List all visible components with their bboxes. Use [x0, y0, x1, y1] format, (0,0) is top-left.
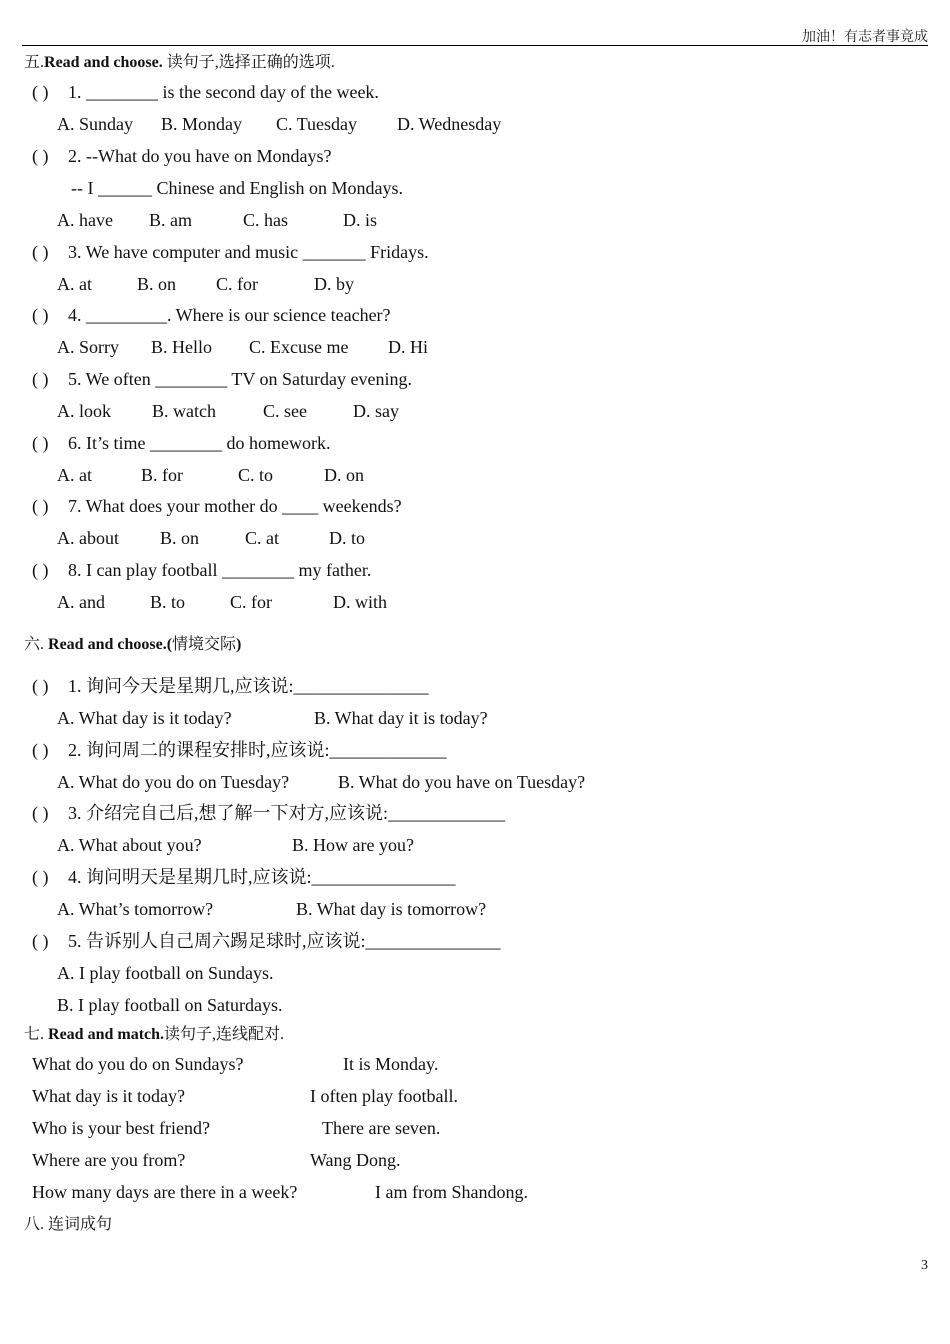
option-a: A. Sunday — [57, 114, 133, 134]
s5-q2 — [32, 145, 331, 167]
answer-paren[interactable]: ( ) — [32, 931, 49, 951]
answer-paren[interactable]: ( ) — [32, 433, 49, 453]
match-right-4[interactable]: Wang Dong. — [310, 1150, 401, 1170]
match-right-5[interactable]: I am from Shandong. — [375, 1182, 528, 1202]
section8-title — [24, 1214, 112, 1236]
section8-prefix: 八. — [24, 1216, 45, 1233]
section7-prefix: 七. — [24, 1026, 45, 1043]
section5-title-cn: 读句子,选择正确的选项. — [162, 54, 335, 71]
section5-prefix: 五. — [24, 54, 45, 71]
question-text: 7. What does your mother do ____ weekends? — [68, 496, 402, 516]
option-c: C. at — [245, 528, 279, 548]
option-d: D. on — [324, 465, 364, 485]
question-text: 5. 告诉别人自己周六踢足球时,应该说:_______________ — [68, 931, 501, 951]
option-b: B. on — [160, 528, 200, 548]
option-a: A. have — [57, 210, 113, 230]
option-d: D. say — [353, 401, 399, 421]
question-text: 3. 介绍完自己后,想了解一下对方,应该说:_____________ — [68, 803, 505, 823]
section7-title-cn: 读句子,连线配对. — [164, 1026, 285, 1043]
answer-paren[interactable]: ( ) — [32, 740, 49, 760]
option-a: A. at — [57, 274, 92, 294]
match-left-5[interactable]: How many days are there in a week? — [32, 1182, 298, 1202]
section6-title — [24, 634, 241, 656]
s6-q2 — [32, 739, 447, 761]
section7-title — [24, 1024, 284, 1046]
s6-q5-option-b: B. I play football on Saturdays. — [57, 995, 283, 1015]
option-c: C. to — [238, 465, 274, 485]
s6-q3 — [32, 802, 505, 824]
option-a: A. about — [57, 528, 119, 548]
option-c: C. for — [230, 592, 272, 612]
match-right-2[interactable]: I often play football. — [310, 1086, 458, 1106]
s5-q7 — [32, 495, 402, 517]
option-b: B. to — [150, 592, 186, 612]
option-c: C. for — [216, 274, 258, 294]
option-a: A. What day is it today? — [57, 708, 232, 728]
option-b: B. What day is tomorrow? — [296, 899, 487, 919]
s5-q8 — [32, 559, 371, 581]
page-number: 3 — [921, 1258, 928, 1273]
option-b: B. Monday — [161, 114, 242, 134]
answer-paren[interactable]: ( ) — [32, 676, 49, 696]
option-a: A. at — [57, 465, 92, 485]
match-left-3[interactable]: Who is your best friend? — [32, 1118, 210, 1138]
question-text: 1. 询问今天是星期几,应该说:_______________ — [68, 676, 429, 696]
answer-paren[interactable]: ( ) — [32, 305, 49, 325]
option-b: B. on — [137, 274, 177, 294]
section6-title-end: ) — [236, 636, 242, 653]
answer-paren[interactable]: ( ) — [32, 803, 49, 823]
s6-q5 — [32, 930, 501, 952]
question-text: 1. ________ is the second day of the week. — [68, 82, 379, 102]
option-c: C. has — [243, 210, 288, 230]
option-a: A. and — [57, 592, 105, 612]
answer-paren[interactable]: ( ) — [32, 242, 49, 262]
option-c: C. see — [263, 401, 307, 421]
section6-prefix: 六. — [24, 636, 45, 653]
option-d: D. Wednesday — [397, 114, 502, 134]
answer-paren[interactable]: ( ) — [32, 369, 49, 389]
question-text: 5. We often ________ TV on Saturday evening. — [68, 369, 413, 389]
option-a: A. What do you do on Tuesday? — [57, 772, 290, 792]
question-text: 4. 询问明天是星期几时,应该说:________________ — [68, 867, 456, 887]
answer-paren[interactable]: ( ) — [32, 146, 49, 166]
match-left-1[interactable]: What do you do on Sundays? — [32, 1054, 244, 1074]
option-b: B. for — [141, 465, 183, 485]
match-right-1[interactable]: It is Monday. — [343, 1054, 439, 1074]
question-text: 2. --What do you have on Mondays? — [68, 146, 332, 166]
option-b: B. am — [149, 210, 192, 230]
s6-q5-option-a: A. I play football on Sundays. — [57, 963, 274, 983]
option-c: C. Tuesday — [276, 114, 358, 134]
option-b: B. How are you? — [292, 835, 414, 855]
option-d: D. is — [343, 210, 378, 230]
answer-paren[interactable]: ( ) — [32, 496, 49, 516]
answer-paren[interactable]: ( ) — [32, 82, 49, 102]
section6-title-bold: Read and choose.( — [44, 636, 173, 653]
s5-q4 — [32, 304, 391, 326]
option-a: A. What about you? — [57, 835, 202, 855]
question-text: 4. _________. Where is our science teacher? — [68, 305, 391, 325]
option-b: B. Hello — [151, 337, 212, 357]
section8-title-cn: 连词成句 — [44, 1216, 113, 1233]
match-right-3[interactable]: There are seven. — [322, 1118, 441, 1138]
option-d: D. with — [333, 592, 387, 612]
option-b: B. What day it is today? — [314, 708, 488, 728]
question-text: 8. I can play football ________ my father. — [68, 560, 372, 580]
option-d: D. by — [314, 274, 354, 294]
section5-title-bold: Read and choose. — [44, 54, 163, 71]
s5-q6 — [32, 432, 330, 454]
section7-title-bold: Read and match. — [44, 1026, 165, 1043]
option-d: D. to — [329, 528, 365, 548]
section5-title — [24, 52, 335, 74]
option-b: B. What do you have on Tuesday? — [338, 772, 586, 792]
question-text: 2. 询问周二的课程安排时,应该说:_____________ — [68, 740, 447, 760]
s6-q1 — [32, 675, 429, 697]
s5-q2-line2: -- I ______ Chinese and English on Mondays. — [71, 178, 403, 198]
header-motto: 加油！有志者事竟成 — [802, 30, 928, 45]
header-rule — [22, 45, 928, 46]
s6-q4 — [32, 866, 456, 888]
option-a: A. What’s tomorrow? — [57, 899, 214, 919]
option-d: D. Hi — [388, 337, 428, 357]
question-text: 6. It’s time ________ do homework. — [68, 433, 331, 453]
s5-q1 — [32, 81, 379, 103]
option-b: B. watch — [152, 401, 216, 421]
option-a: A. look — [57, 401, 111, 421]
answer-paren[interactable]: ( ) — [32, 867, 49, 887]
option-a: A. Sorry — [57, 337, 119, 357]
match-left-2[interactable]: What day is it today? — [32, 1086, 185, 1106]
section6-title-cn: 情境交际 — [172, 636, 237, 653]
option-c: C. Excuse me — [249, 337, 349, 357]
s5-q5 — [32, 368, 412, 390]
question-text: 3. We have computer and music _______ Fridays. — [68, 242, 429, 262]
s5-q3 — [32, 241, 429, 263]
answer-paren[interactable]: ( ) — [32, 560, 49, 580]
match-left-4[interactable]: Where are you from? — [32, 1150, 186, 1170]
